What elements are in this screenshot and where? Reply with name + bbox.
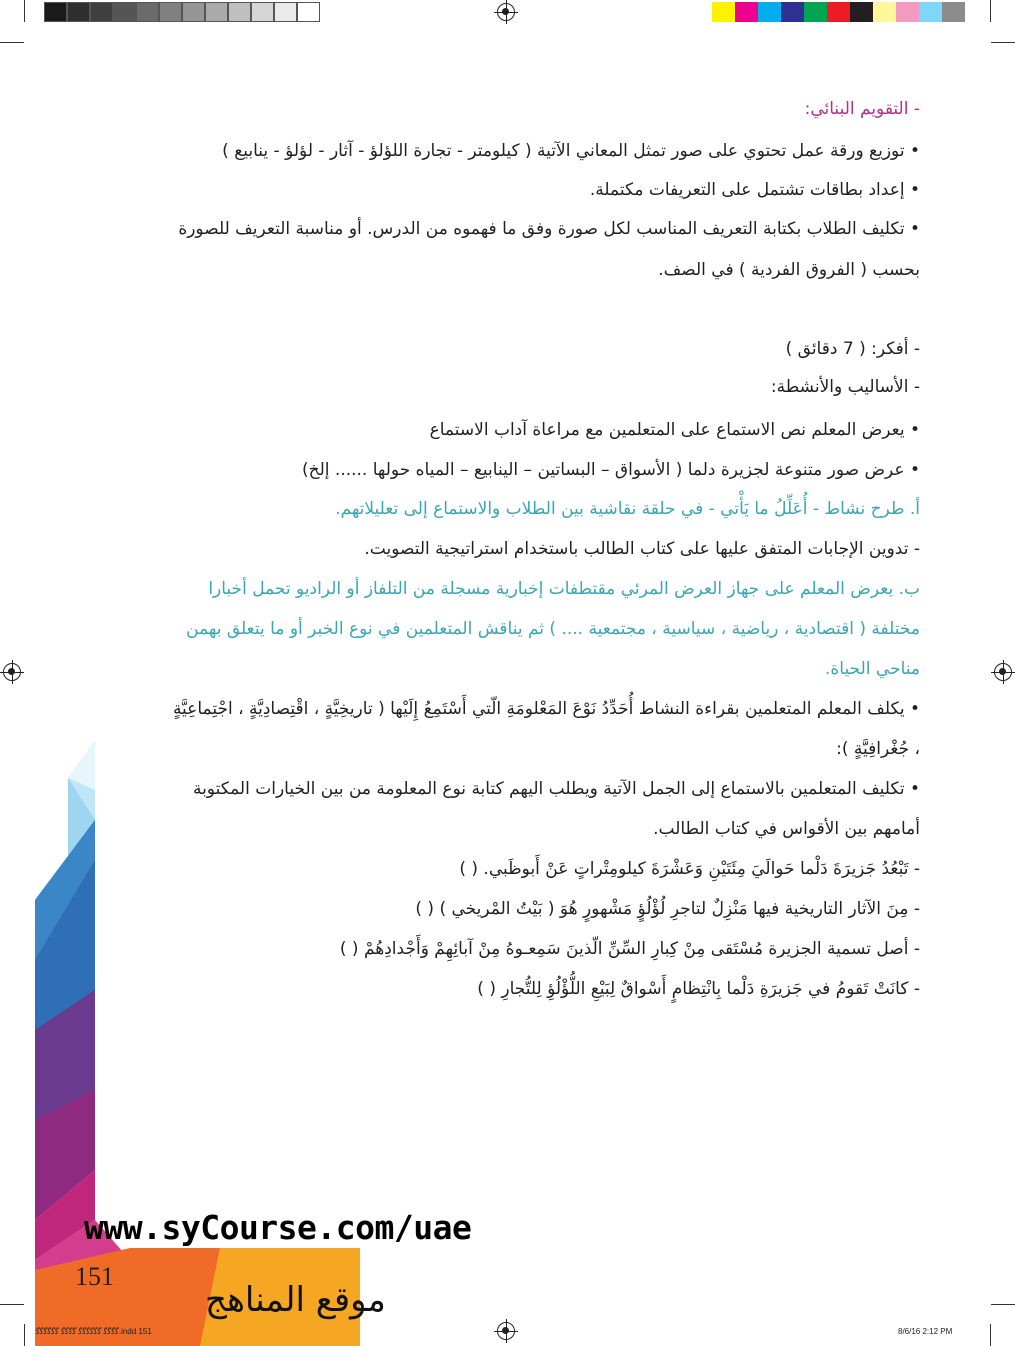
- color-swatch: [781, 2, 804, 22]
- sentence-item: - كانَتْ تَقومُ في جَزيرَةِ دَلْما بِانْتِظامٍ أَسْواقٌ لِبَيْعِ اللُّؤْلُؤِ لِلتُّجارِ ( ): [477, 979, 920, 999]
- print-timestamp: 8/6/16 2:12 PM: [898, 1327, 953, 1336]
- section-heading-methods: - الأساليب والأنشطة:: [770, 377, 920, 397]
- color-swatch: [712, 2, 735, 22]
- trim-mark: [0, 42, 24, 43]
- bullet-listen-sentences: • تكليف المتعلمين بالاستماع إلى الجمل الآتية ويطلب اليهم كتابة نوع المعلومة من بين الخيارات المكتوبة: [192, 779, 920, 799]
- color-swatch: [735, 2, 758, 22]
- sentence-item: - مِنَ الآثار التاريخية فيها مَنْزِلٌ لتاجرِ لُؤْلُؤٍ مَشْهورٍ هُوَ ( بَيْتُ المْريخي ) ( ): [415, 899, 920, 919]
- activity-b-cont: مختلفة ( اقتصادية ، رياضية ، سياسية ، مجتمعية .... ) ثم يناقش المتعلمين في نوع الخبر أو ما يتعلق بهمن: [186, 619, 920, 639]
- activity-b: ب. يعرض المعلم على جهاز العرض المرئي مقتطفات إخبارية مسجلة من التلفاز أو الراديو تحمل أخبارا: [208, 579, 920, 599]
- trim-mark: [990, 0, 991, 22]
- grayscale-color-bar: [44, 2, 320, 22]
- trim-mark: [991, 42, 1015, 43]
- color-swatch: [919, 2, 942, 22]
- bullet-listening-text: • يعرض المعلم نص الاستماع على المتعلمين مع مراعاة آداب الاستماع: [429, 420, 920, 440]
- gray-swatch: [297, 2, 320, 22]
- bullet-listen-sentences-cont: أمامهم بين الأقواس في كتاب الطالب.: [653, 819, 920, 839]
- bullet-read-activity-cont: ، جُغْرافِيَّةٍ ):: [836, 739, 920, 759]
- gray-swatch: [182, 2, 205, 22]
- file-slug: ﮔﮔﮔﮔ ﮔﮔﮔﮔﮔﮔ ﮔﮔﮔﮔ ﮔﮔﮔﮔﮔﮔ.indd 151: [36, 1327, 152, 1336]
- registration-mark-top-icon: [497, 3, 515, 21]
- gray-swatch: [136, 2, 159, 22]
- gray-swatch: [274, 2, 297, 22]
- gray-swatch: [90, 2, 113, 22]
- gray-swatch: [113, 2, 136, 22]
- bullet-pictures: • عرض صور متنوعة لجزيرة دلما ( الأسواق – البساتين – الينابيع – المياه حولها ...... إلخ): [302, 460, 920, 480]
- section-heading-think: - أفكر: ( 7 دقائق ): [785, 339, 920, 359]
- section-heading-formative-assessment: - التقويم البنائي:: [804, 99, 920, 119]
- gray-swatch: [67, 2, 90, 22]
- color-swatch: [827, 2, 850, 22]
- process-color-bar: [712, 2, 965, 22]
- gray-swatch: [228, 2, 251, 22]
- activity-a: أ. طرح نشاط - أُعَلِّلُ ما يَأْتي - في حلقة نقاشية بين الطلاب والاستماع إلى تعليلاتهم.: [335, 499, 920, 519]
- site-name-logo: موقع المناهج: [205, 1280, 386, 1320]
- sentence-item: - تَبْعُدُ جَزيرَةَ دَلْما حَوالَيَ مِئَتَيْنِ وَعَشْرَةَ كيلومِتْراتٍ عَنْ أَبوظَبي. ( ): [459, 859, 920, 879]
- page-number: 151: [75, 1262, 114, 1291]
- registration-mark-bottom-icon: [497, 1322, 515, 1340]
- record-answers: - تدوين الإجابات المتفق عليها على كتاب الطالب باستخدام استراتيجية التصويت.: [364, 539, 920, 559]
- bullet-cards: • إعداد بطاقات تشتمل على التعريفات مكتملة.: [589, 180, 920, 200]
- site-url[interactable]: www.syCourse.com/uae: [84, 1208, 472, 1247]
- bullet-worksheet: • توزيع ورقة عمل تحتوي على صور تمثل المعاني الآتية ( كيلومتر - تجارة اللؤلؤ - آثار - لؤلؤ - ينابيع ): [222, 141, 920, 161]
- trim-mark: [24, 0, 25, 22]
- activity-b-cont2: مناحي الحياة.: [825, 659, 920, 679]
- color-swatch: [896, 2, 919, 22]
- sentence-item: - أصل تسمية الجزيرة مُسْتَقى مِنْ كِبارِ السِّنِّ الّذينَ سَمِعـوهُ مِنْ آبائِهِمْ وَأَجْدادِهُمْ ( ): [339, 939, 920, 959]
- bullet-assign-students-cont: بحسب ( الفروق الفردية ) في الصف.: [658, 260, 920, 280]
- gray-swatch: [44, 2, 67, 22]
- trim-mark: [990, 1324, 991, 1346]
- color-swatch: [850, 2, 873, 22]
- registration-mark-left-icon: [3, 663, 21, 681]
- registration-mark-right-icon: [994, 663, 1012, 681]
- color-swatch: [804, 2, 827, 22]
- color-swatch: [942, 2, 965, 22]
- gray-swatch: [159, 2, 182, 22]
- gray-swatch: [251, 2, 274, 22]
- color-swatch: [873, 2, 896, 22]
- bullet-assign-students: • تكليف الطلاب بكتابة التعريف المناسب لكل صورة وفق ما فهموه من الدرس. أو مناسبة التعريف للصورة: [178, 219, 920, 239]
- trim-mark: [991, 1304, 1015, 1305]
- bullet-read-activity: • يكلف المعلم المتعلمين بقراءة النشاط أُحَدِّدُ نَوْعَ المَعْلومَةِ الّتي أَسْتَمِعُ إِلَيْها ( تاريخِيَّةٍ ، اقْتِصادِيَّةٍ ، اجْتِماعِيَّةٍ: [172, 699, 920, 719]
- gray-swatch: [205, 2, 228, 22]
- color-swatch: [758, 2, 781, 22]
